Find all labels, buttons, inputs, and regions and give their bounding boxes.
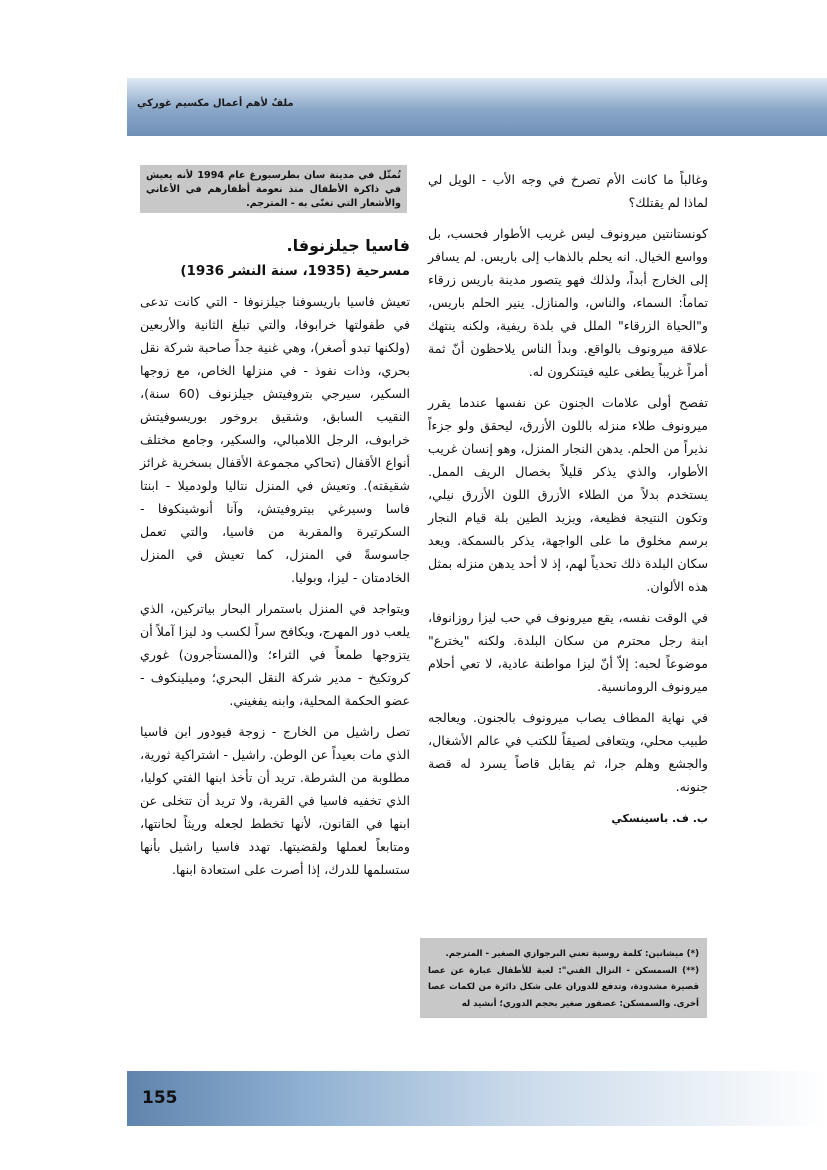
paragraph: في نهاية المطاف يصاب ميرونوف بالجنون. ويعالجه طبيب محلي، ويتعافى لصيقاً للكتب في عالم الأشغال، والجشع وهلم جرا، ثم يقابل قاصاً يسرد له قصة جنونه. [428, 710, 708, 794]
section-title: فاسيا جيلزنوفا. [286, 236, 410, 255]
paragraph: تصل راشيل من الخارج - زوجة فيودور ابن فاسيا الذي مات بعيداً عن الوطن. راشيل - اشتراكية ثورية، مطلوبة من الشرطة. تريد أن تأخذ ابنها الفتي كوليا، الذي تخفيه فاسيا في القرية، ولا تريد أن تتخلى عن ابنها في القانون، لأنها تخطط لجعله وريثاً لحانتها، ومتابعاً لعملها ولقضيتها. تهدد فاسيا راشيل بأنها ستسلمها للدرك، إذا أصرت على استعادة ابنها. [140, 724, 410, 877]
paragraph: تفصح أولى علامات الجنون عن نفسها عندما يقرر ميرونوف طلاء منزله باللون الأزرق، ليحقق ولو جزءاً نذيراً من الحلم. يدهن النجار المنزل، وهو إنسان غريب الأطوار، والذي يذكر قليلاً بخصال الريف الممل. يستخدم بدلاً من الطلاء الأزرق اللون الأزرق نيلي، وتكون النتيجة فظيعة، ويزيد الطين بلة قيام النجار برسم مخلوق ما على الواجهة، يذكر بالسمكة. ويعد سكان البلدة ذلك تحدياً لهم، إذ لا أحد يدهن منزله بمثل هذه الألوان. [428, 395, 708, 594]
left-column [140, 232, 410, 889]
footnote: (*) ميشانين: كلمة روسية تعني البرجوازي الصغير - المترجم. [445, 949, 699, 959]
footnotes-box [420, 938, 707, 1018]
paragraph: في الوقت نفسه، يقع ميرونوف في حب ليزا روزانوفا، ابنة رجل محترم من سكان البلدة. ولكنه "يخترع" موضوعاً لحبه: إلاّ أنّ ليزا مواطنة عادية، لا تعي أحلام ميرونوف الرومانسية. [428, 610, 708, 694]
paragraph: وغالباً ما كانت الأم تصرخ في وجه الأب - الويل لي لماذا لم يقتلك؟ [428, 172, 708, 210]
footer-band [127, 1071, 827, 1126]
caption-text: تُمثّل في مدينة سان بطرسبورغ عام 1994 لأنه يعيش في ذاكرة الأطفال منذ نعومة أظفارهم في الأغاني والأشعار التي تغنّى به - المترجم. [146, 170, 401, 209]
paragraph: ويتواجد في المنزل باستمرار البحار بياتركين، الذي يلعب دور المهرج، ويكافح سراً لكسب ود ليزا آملاً أن يتزوجها طمعاً في الثراء؛ و(المستأجرون) غوري كروتكيخ - مدير شركة النقل البحري؛ وميلينكوف - عضو الحكمة المحلية، وابنه يفغيني. [140, 601, 410, 708]
right-column [428, 168, 708, 825]
paragraph: تعيش فاسيا باريسوفنا جيلزنوفا - التي كانت تدعى في طفولتها خرابوفا، والتي تبلغ الثانية والأربعين (ولكنها تبدو أصغر)، وهي غنية جداً صاحبة شركة نقل بحري، وذات نفوذ - في منزلها الخاص، مع زوجها السكير، سيرجي بتروفيتش جيلزنوف (60 سنة)، النقيب السابق، وشقيق بروخور بوريسوفيتش خرابوف، الرجل اللامبالي، والسكير، وجامع مختلف أنواع الأقفال (تحاكي مجموعة الأقفال بسخرية غرائز شقيقته). وتعيش في المنزل نتاليا ولودميلا - ابنتا فاسا وسيرغي بيتروفيتش، وآنا أنوشينكوفا - السكرتيرة والمقربة من فاسيا، والتي تعمل جاسوسةً في المنزل، كما تعيش في المنزل الخادمتان - ليزا، وبوليا. [140, 294, 410, 585]
footnote: (**) السمسكن - النزال الفني": لعبة للأطفال عبارة عن عصا قصيرة مشدودة، وتدفع للدوران على شكل دائرة من لكمات عصا أخرى. والسمسكن: عصفور صغير بحجم الدوري؛ أنشيد له [428, 965, 699, 1009]
caption-box [140, 165, 407, 213]
paragraph: كونستانتين ميرونوف ليس غريب الأطوار فحسب، بل وواسع الخيال. انه يحلم بالذهاب إلى باريس. لم يسافر إلى الخارج أبداً، ولذلك فهو يتصور مدينة باريس زرقاء تماماً: السماء، والناس، والمنازل. ينير الحلم باريس، و"الحياة الزرقاء" الملل في بلدة ريفية، ولكنه ينتهك علاقة ميرونوف بالواقع. وبدأ الناس يلاحظون أنّ ثمة أمراً غريباً يطغى عليه فيتنكرون له. [428, 226, 708, 379]
page-number: 155 [142, 1088, 178, 1108]
running-header-title: ملفٌ لأهم أعمال مكسيم غوركي [137, 98, 294, 109]
section-subtitle: مسرحية (1935، سنة النشر 1936) [180, 263, 410, 279]
author-signature: ب. ف. باسينسكي [611, 812, 708, 825]
